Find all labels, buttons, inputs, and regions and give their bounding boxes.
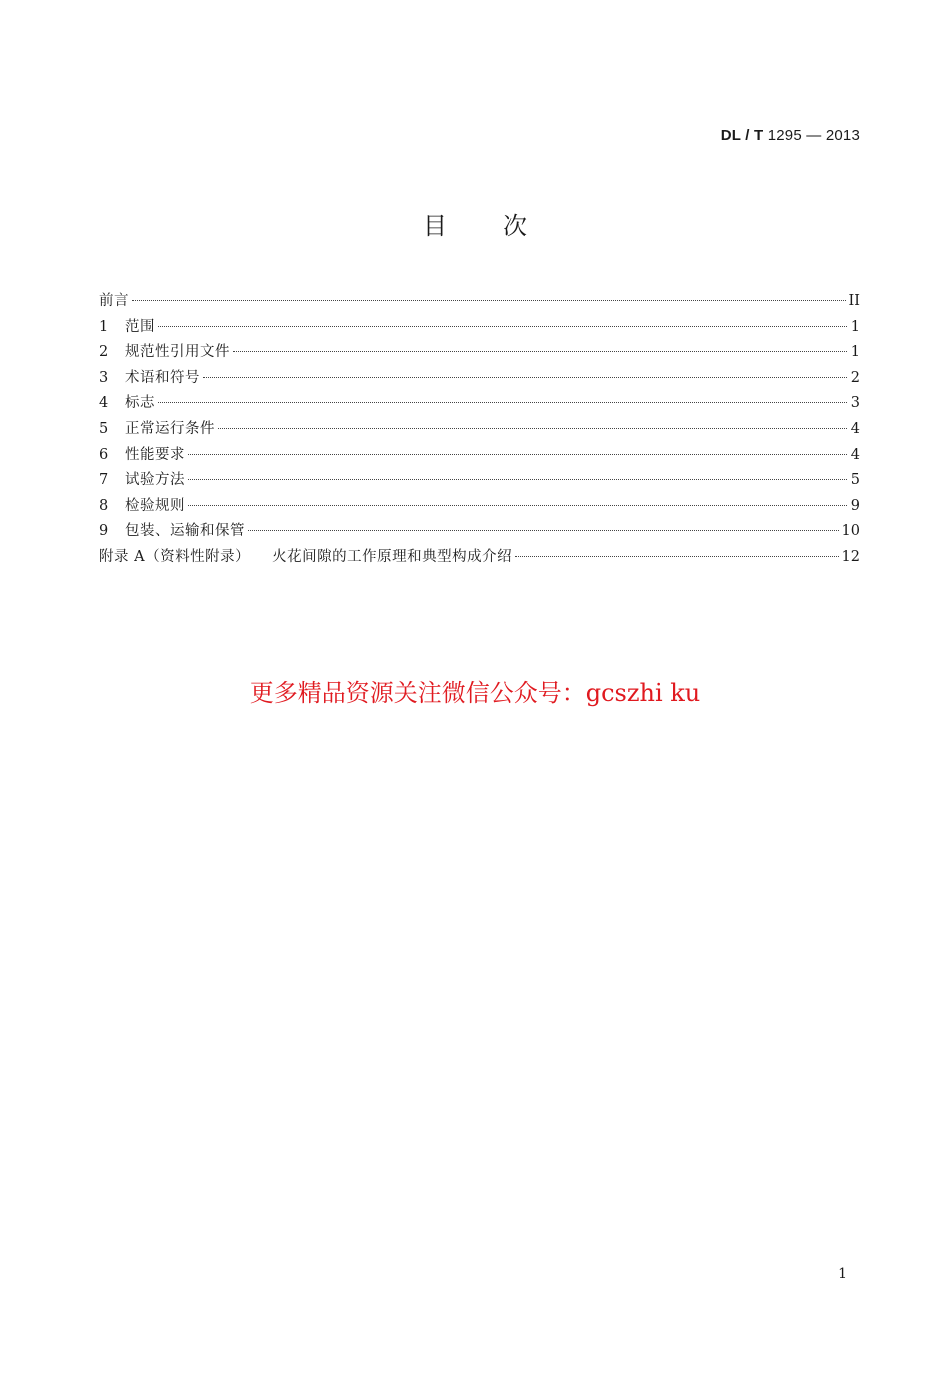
toc-leader-dots <box>218 428 847 429</box>
toc-entry-7[interactable] <box>99 468 860 494</box>
appendix-designation: 附录 A（资料性附录） <box>99 548 251 565</box>
standard-code-prefix: DL / T <box>720 127 764 144</box>
toc-entry-foreword[interactable] <box>99 289 860 315</box>
toc-entry-page: 1 <box>850 318 860 335</box>
toc-entry-page: 4 <box>850 420 860 437</box>
toc-entry-page: 3 <box>850 395 860 412</box>
toc-entry-label: 检验规则 <box>125 497 185 514</box>
toc-entry-number: 7 <box>99 472 109 489</box>
toc-leader-dots <box>248 530 839 531</box>
toc-entry-6[interactable] <box>99 443 860 469</box>
toc-entry-appendix-a[interactable] <box>99 545 860 571</box>
toc-title: 目次 <box>423 212 583 240</box>
toc-entry-label: 包装、运输和保管 <box>125 523 245 540</box>
toc-entry-3[interactable] <box>99 366 860 392</box>
page-number: 1 <box>838 1266 847 1282</box>
toc-entry-5[interactable] <box>99 417 860 443</box>
toc-leader-dots <box>132 300 846 301</box>
toc-entry-label: 规范性引用文件 <box>125 344 230 361</box>
appendix-title: 火花间隙的工作原理和典型构成介绍 <box>272 548 513 565</box>
toc-entry-number: 1 <box>99 318 109 335</box>
toc-entry-label: 范围 <box>125 318 155 335</box>
toc-entry-label: 性能要求 <box>125 446 185 463</box>
toc-entry-label: 术语和符号 <box>125 369 200 386</box>
toc-leader-dots <box>158 326 847 327</box>
promo-text: 更多精品资源关注微信公众号：gcszhi ku <box>249 679 701 707</box>
toc-entry-2[interactable] <box>99 340 860 366</box>
toc-entry-label: 正常运行条件 <box>125 420 215 437</box>
toc-entry-9[interactable] <box>99 519 860 545</box>
toc-entry-page: 9 <box>850 497 860 514</box>
toc-leader-dots <box>515 556 838 557</box>
toc-entry-4[interactable] <box>99 391 860 417</box>
toc-entry-number: 5 <box>99 420 109 437</box>
standard-code <box>721 127 860 144</box>
toc-entry-number: 8 <box>99 497 109 514</box>
toc-entry-page: II <box>848 293 860 309</box>
toc-leader-dots <box>233 351 847 352</box>
toc-entry-page: 4 <box>850 446 860 463</box>
toc-entry-page: 10 <box>841 523 860 540</box>
toc-leader-dots <box>203 377 847 378</box>
toc-entry-label: 标志 <box>125 395 155 412</box>
toc-entry-label <box>99 545 512 571</box>
toc-entry-page: 12 <box>841 548 860 565</box>
toc-entry-label: 前言 <box>99 293 129 309</box>
standard-code-number: 1295 — 2013 <box>767 127 860 144</box>
toc-entry-number: 2 <box>99 344 109 361</box>
toc-entry-number: 4 <box>99 395 109 412</box>
toc-leader-dots <box>188 454 847 455</box>
toc-entry-number: 6 <box>99 446 109 463</box>
toc-leader-dots <box>158 402 847 403</box>
toc-entry-number: 3 <box>99 369 109 386</box>
table-of-contents <box>99 289 860 571</box>
toc-entry-number: 9 <box>99 523 109 540</box>
toc-entry-1[interactable] <box>99 315 860 341</box>
toc-entry-page: 1 <box>850 344 860 361</box>
toc-leader-dots <box>188 479 847 480</box>
toc-entry-label: 试验方法 <box>125 472 185 489</box>
toc-entry-8[interactable] <box>99 494 860 520</box>
toc-leader-dots <box>188 505 847 506</box>
toc-entry-page: 5 <box>850 472 860 489</box>
toc-entry-page: 2 <box>850 369 860 386</box>
